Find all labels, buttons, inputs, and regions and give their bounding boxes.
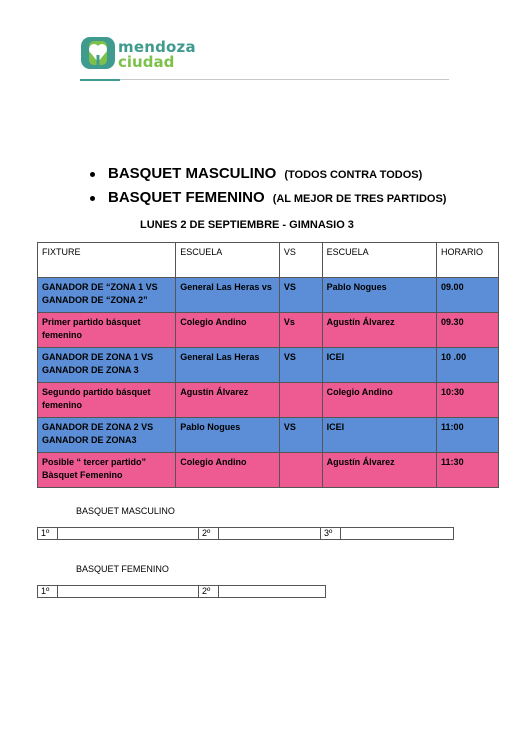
cell-vs: Vs bbox=[279, 313, 322, 348]
category-format: (AL MEJOR DE TRES PARTIDOS) bbox=[272, 193, 447, 205]
cell-fixture: GANADOR DE “ZONA 1 VS GANADOR DE “ZONA 2” bbox=[38, 278, 176, 313]
place-2-field[interactable] bbox=[219, 528, 321, 540]
place-1-field[interactable] bbox=[58, 528, 199, 540]
place-3-field[interactable] bbox=[341, 528, 454, 540]
category-title: BASQUET FEMENINO bbox=[108, 189, 265, 206]
cell-escuela-2: Agustín Álvarez bbox=[322, 453, 436, 488]
logo-text-ciudad: ciudad bbox=[118, 53, 175, 71]
cell-horario: 10:30 bbox=[437, 383, 499, 418]
fixture-header-row bbox=[38, 243, 499, 278]
place-2-label: 2º bbox=[199, 586, 219, 598]
results-masculino-table bbox=[37, 527, 454, 540]
cell-escuela-2: Colegio Andino bbox=[322, 383, 436, 418]
results-femenino-table bbox=[37, 585, 326, 598]
place-1-field[interactable] bbox=[58, 586, 199, 598]
cell-vs: VS bbox=[279, 278, 322, 313]
cell-horario: 09.00 bbox=[437, 278, 499, 313]
results-femenino-label: BASQUET FEMENINO bbox=[76, 564, 169, 574]
cell-vs: VS bbox=[279, 418, 322, 453]
cell-escuela-2: Pablo Nogues bbox=[322, 278, 436, 313]
cell-vs bbox=[279, 453, 322, 488]
results-row bbox=[38, 586, 326, 598]
header-escuela-2: ESCUELA bbox=[322, 243, 436, 278]
place-2-field[interactable] bbox=[219, 586, 326, 598]
cell-horario: 10 .00 bbox=[437, 348, 499, 383]
results-row bbox=[38, 528, 454, 540]
fixture-table bbox=[37, 242, 499, 488]
logo-heart-icon bbox=[80, 35, 116, 71]
category-item-masculino bbox=[90, 162, 446, 186]
cell-fixture: Segundo partido básquet femenino bbox=[38, 383, 176, 418]
cell-escuela-2: Agustín Álvarez bbox=[322, 313, 436, 348]
cell-fixture: GANADOR DE ZONA 2 VS GANADOR DE ZONA3 bbox=[38, 418, 176, 453]
cell-vs bbox=[279, 383, 322, 418]
header-vs: VS bbox=[279, 243, 322, 278]
category-title: BASQUET MASCULINO bbox=[108, 165, 277, 182]
date-venue-heading: LUNES 2 DE SEPTIEMBRE - GIMNASIO 3 bbox=[140, 219, 354, 231]
cell-escuela-1: General Las Heras bbox=[176, 348, 280, 383]
table-row bbox=[38, 453, 499, 488]
cell-escuela-1: Agustín Álvarez bbox=[176, 383, 280, 418]
place-1-label: 1º bbox=[38, 586, 58, 598]
cell-horario: 11:30 bbox=[437, 453, 499, 488]
header-divider-accent bbox=[80, 79, 120, 81]
mendoza-ciudad-logo bbox=[80, 35, 200, 71]
place-2-label: 2º bbox=[199, 528, 219, 540]
cell-fixture: Posible “ tercer partido” Bàsquet Femenino bbox=[38, 453, 176, 488]
cell-escuela-1: Colegio Andino bbox=[176, 313, 280, 348]
header-escuela-1: ESCUELA bbox=[176, 243, 280, 278]
table-row bbox=[38, 313, 499, 348]
category-format: (TODOS CONTRA TODOS) bbox=[284, 169, 423, 181]
category-list bbox=[90, 162, 446, 210]
cell-escuela-1: Colegio Andino bbox=[176, 453, 280, 488]
cell-horario: 09.30 bbox=[437, 313, 499, 348]
category-item-femenino bbox=[90, 186, 446, 210]
table-row bbox=[38, 348, 499, 383]
cell-escuela-2: ICEI bbox=[322, 418, 436, 453]
table-row bbox=[38, 383, 499, 418]
cell-fixture: GANADOR DE ZONA 1 VS GANADOR DE ZONA 3 bbox=[38, 348, 176, 383]
header-fixture: FIXTURE bbox=[38, 243, 176, 278]
place-3-label: 3º bbox=[321, 528, 341, 540]
place-1-label: 1º bbox=[38, 528, 58, 540]
cell-fixture: Primer partido básquet femenino bbox=[38, 313, 176, 348]
bullet-icon bbox=[90, 196, 95, 201]
cell-horario: 11:00 bbox=[437, 418, 499, 453]
cell-vs: VS bbox=[279, 348, 322, 383]
logo-text-mendoza: mendoza bbox=[118, 38, 196, 56]
table-row bbox=[38, 278, 499, 313]
cell-escuela-1: General Las Heras vs bbox=[176, 278, 280, 313]
table-row bbox=[38, 418, 499, 453]
header-horario: HORARIO bbox=[437, 243, 499, 278]
results-masculino-label: BASQUET MASCULINO bbox=[76, 506, 175, 516]
cell-escuela-2: ICEI bbox=[322, 348, 436, 383]
header-divider bbox=[80, 79, 449, 80]
cell-escuela-1: Pablo Nogues bbox=[176, 418, 280, 453]
bullet-icon bbox=[90, 172, 95, 177]
